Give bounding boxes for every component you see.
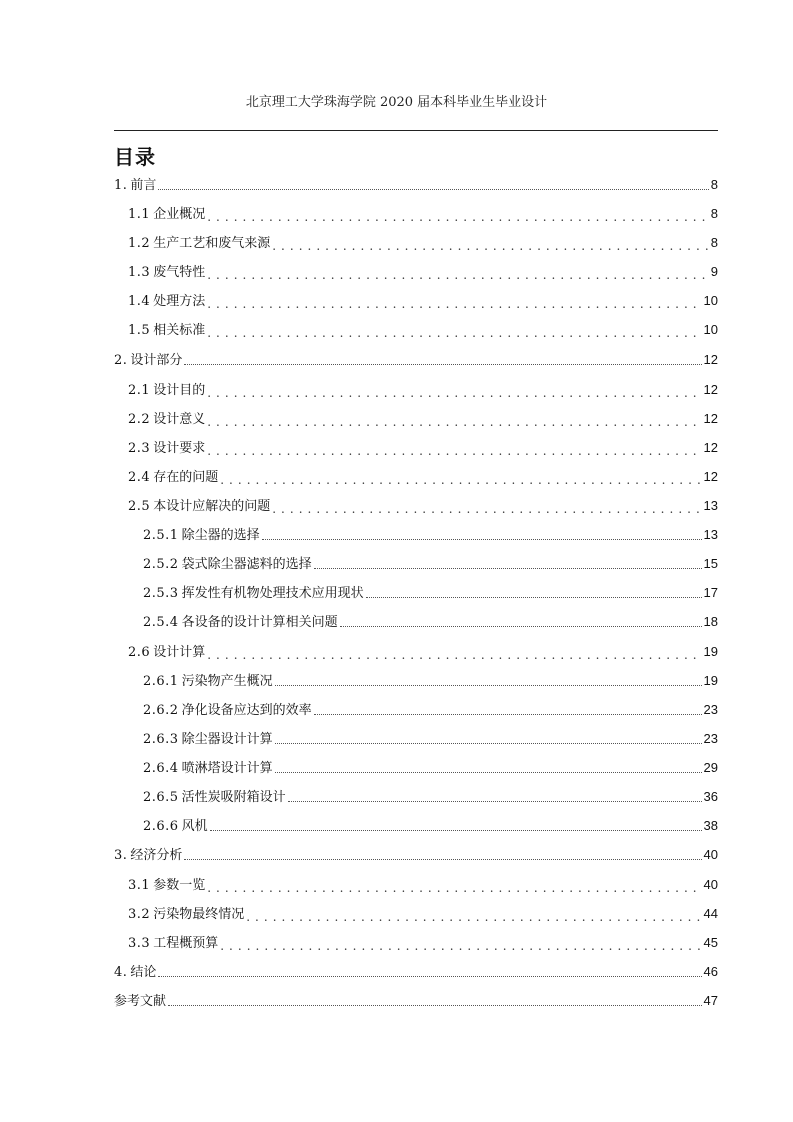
header-rule xyxy=(114,130,718,131)
entry-title: 污染物最终情况 xyxy=(153,907,245,922)
entry-number: 2.6.5 xyxy=(143,790,179,805)
entry-title: 污染物产生概况 xyxy=(181,674,273,689)
entry-page: 40 xyxy=(703,877,718,892)
entry-number: 1.5 xyxy=(128,323,151,338)
toc-entry-3-3[interactable] xyxy=(128,933,718,953)
entry-number: 2.3 xyxy=(128,441,151,456)
entry-title: 参数一览 xyxy=(153,878,206,893)
entry-title: 设计要求 xyxy=(153,441,206,456)
entry-page: 12 xyxy=(703,411,718,426)
dot-leader xyxy=(207,648,701,662)
entry-page: 47 xyxy=(703,993,718,1008)
entry-title: 企业概况 xyxy=(153,207,206,222)
entry-number: 1.3 xyxy=(128,265,151,280)
dot-leader xyxy=(207,881,701,895)
dot-leader xyxy=(158,189,708,190)
entry-number: 2.6.3 xyxy=(143,732,179,747)
toc-entry-2-5-2[interactable] xyxy=(143,554,718,574)
toc-entry-2[interactable] xyxy=(114,350,718,370)
entry-page: 10 xyxy=(703,322,718,337)
toc-entry-3-1[interactable] xyxy=(128,875,718,895)
dot-leader xyxy=(207,444,701,458)
entry-page: 19 xyxy=(703,644,718,659)
entry-page: 19 xyxy=(703,673,718,688)
entry-title: 设计计算 xyxy=(153,645,206,660)
entry-page: 23 xyxy=(703,731,718,746)
entry-number: 2.5.3 xyxy=(143,586,179,601)
entry-title: 工程概预算 xyxy=(153,936,219,951)
entry-page: 18 xyxy=(703,614,718,629)
entry-title: 前言 xyxy=(130,178,157,193)
dot-leader xyxy=(246,910,701,924)
dot-leader xyxy=(272,502,701,516)
entry-page: 8 xyxy=(710,206,718,221)
toc-entry-1-1[interactable] xyxy=(128,204,718,224)
entry-page: 12 xyxy=(703,382,718,397)
dot-leader xyxy=(340,626,702,627)
toc-entry-2-4[interactable] xyxy=(128,467,718,487)
entry-title: 活性炭吸附箱设计 xyxy=(181,790,286,805)
running-header: 北京理工大学珠海学院 2020 届本科毕业生毕业设计 xyxy=(245,95,548,110)
dot-leader xyxy=(207,415,701,429)
entry-number: 2.5 xyxy=(128,499,151,514)
dot-leader xyxy=(220,473,701,487)
entry-number: 2.6.4 xyxy=(143,761,179,776)
entry-title: 除尘器的选择 xyxy=(181,528,260,543)
entry-page: 40 xyxy=(703,847,718,862)
toc-entry-2-3[interactable] xyxy=(128,438,718,458)
entry-title: 废气特性 xyxy=(153,265,206,280)
entry-title: 参考文献 xyxy=(114,994,167,1009)
entry-title: 设计意义 xyxy=(153,412,206,427)
toc-entry-2-5-1[interactable] xyxy=(143,525,718,545)
entry-number: 2.6 xyxy=(128,645,151,660)
entry-page: 15 xyxy=(703,556,718,571)
entry-page: 38 xyxy=(703,818,718,833)
entry-number: 2.6.6 xyxy=(143,819,179,834)
dot-leader xyxy=(207,326,701,340)
entry-number: 2.6.2 xyxy=(143,703,179,718)
toc-entry-2-6-6[interactable] xyxy=(143,816,718,836)
entry-page: 12 xyxy=(703,440,718,455)
entry-page: 45 xyxy=(703,935,718,950)
entry-title: 设计目的 xyxy=(153,383,206,398)
toc-entry-2-6-3[interactable] xyxy=(143,729,718,749)
toc-entry-2-6-4[interactable] xyxy=(143,758,718,778)
toc-entry-2-1[interactable] xyxy=(128,380,718,400)
dot-leader xyxy=(158,976,701,977)
toc-entry-2-5[interactable] xyxy=(128,496,718,516)
entry-number: 2.5.2 xyxy=(143,557,179,572)
toc-title: 目录 xyxy=(114,145,156,169)
dot-leader xyxy=(220,939,701,953)
entry-title: 存在的问题 xyxy=(153,470,219,485)
entry-number: 2.2 xyxy=(128,412,151,427)
dot-leader xyxy=(272,239,709,253)
dot-leader xyxy=(210,830,702,831)
entry-number: 2.5.1 xyxy=(143,528,179,543)
entry-number: 4. xyxy=(114,965,128,980)
entry-page: 29 xyxy=(703,760,718,775)
entry-number: 2.1 xyxy=(128,383,151,398)
toc-entry-2-6[interactable] xyxy=(128,642,718,662)
entry-number: 2.5.4 xyxy=(143,615,179,630)
entry-title: 设计部分 xyxy=(130,353,183,368)
entry-title: 袋式除尘器滤料的选择 xyxy=(181,557,312,572)
entry-page: 23 xyxy=(703,702,718,717)
entry-page: 13 xyxy=(703,527,718,542)
entry-title: 经济分析 xyxy=(130,848,183,863)
toc-entry-2-6-2[interactable] xyxy=(143,700,718,720)
entry-title: 本设计应解决的问题 xyxy=(153,499,271,514)
dot-leader xyxy=(366,597,702,598)
entry-number: 2. xyxy=(114,353,128,368)
entry-number: 1. xyxy=(114,178,128,193)
entry-title: 处理方法 xyxy=(153,294,206,309)
dot-leader xyxy=(314,568,702,569)
dot-leader xyxy=(207,297,701,311)
entry-page: 17 xyxy=(703,585,718,600)
toc-entry-2-6-5[interactable] xyxy=(143,787,718,807)
toc-entry-2-5-4[interactable] xyxy=(143,612,718,632)
dot-leader xyxy=(207,386,701,400)
entry-page: 44 xyxy=(703,906,718,921)
dot-leader xyxy=(184,364,701,365)
entry-page: 8 xyxy=(710,177,718,192)
entry-number: 3. xyxy=(114,848,128,863)
dot-leader xyxy=(207,210,709,224)
entry-title: 结论 xyxy=(130,965,157,980)
entry-number: 2.6.1 xyxy=(143,674,179,689)
toc-entry-2-6-1[interactable] xyxy=(143,671,718,691)
toc-entry-3-2[interactable] xyxy=(128,904,718,924)
toc-entry-2-5-3[interactable] xyxy=(143,583,718,603)
toc-entry-1-5[interactable] xyxy=(128,320,718,340)
dot-leader xyxy=(288,801,702,802)
entry-title: 净化设备应达到的效率 xyxy=(181,703,312,718)
entry-title: 各设备的设计计算相关问题 xyxy=(181,615,338,630)
entry-page: 13 xyxy=(703,498,718,513)
entry-page: 8 xyxy=(710,235,718,250)
toc-entry-1[interactable] xyxy=(114,175,718,195)
entry-title: 相关标准 xyxy=(153,323,206,338)
entry-page: 12 xyxy=(703,352,718,367)
entry-title: 喷淋塔设计计算 xyxy=(181,761,273,776)
dot-leader xyxy=(262,539,702,540)
dot-leader xyxy=(314,714,702,715)
entry-number: 3.1 xyxy=(128,878,151,893)
toc-entry-3[interactable] xyxy=(114,845,718,865)
dot-leader xyxy=(275,743,702,744)
entry-number: 2.4 xyxy=(128,470,151,485)
toc-entry-4[interactable] xyxy=(114,962,718,982)
toc-entry-references[interactable] xyxy=(114,991,718,1011)
entry-page: 10 xyxy=(703,293,718,308)
entry-number: 3.3 xyxy=(128,936,151,951)
entry-number: 1.2 xyxy=(128,236,151,251)
entry-page: 12 xyxy=(703,469,718,484)
entry-title: 除尘器设计计算 xyxy=(181,732,273,747)
toc-entry-1-2[interactable] xyxy=(128,233,718,253)
entry-number: 1.1 xyxy=(128,207,151,222)
dot-leader xyxy=(168,1005,702,1006)
entry-page: 9 xyxy=(710,264,718,279)
entry-title: 挥发性有机物处理技术应用现状 xyxy=(181,586,364,601)
dot-leader xyxy=(207,268,709,282)
entry-number: 1.4 xyxy=(128,294,151,309)
toc-entry-1-4[interactable] xyxy=(128,291,718,311)
entry-title: 风机 xyxy=(181,819,208,834)
entry-number: 3.2 xyxy=(128,907,151,922)
toc-entry-2-2[interactable] xyxy=(128,409,718,429)
entry-title: 生产工艺和废气来源 xyxy=(153,236,271,251)
dot-leader xyxy=(184,859,701,860)
entry-page: 46 xyxy=(703,964,718,979)
toc-entry-1-3[interactable] xyxy=(128,262,718,282)
entry-page: 36 xyxy=(703,789,718,804)
dot-leader xyxy=(275,685,702,686)
dot-leader xyxy=(275,772,702,773)
